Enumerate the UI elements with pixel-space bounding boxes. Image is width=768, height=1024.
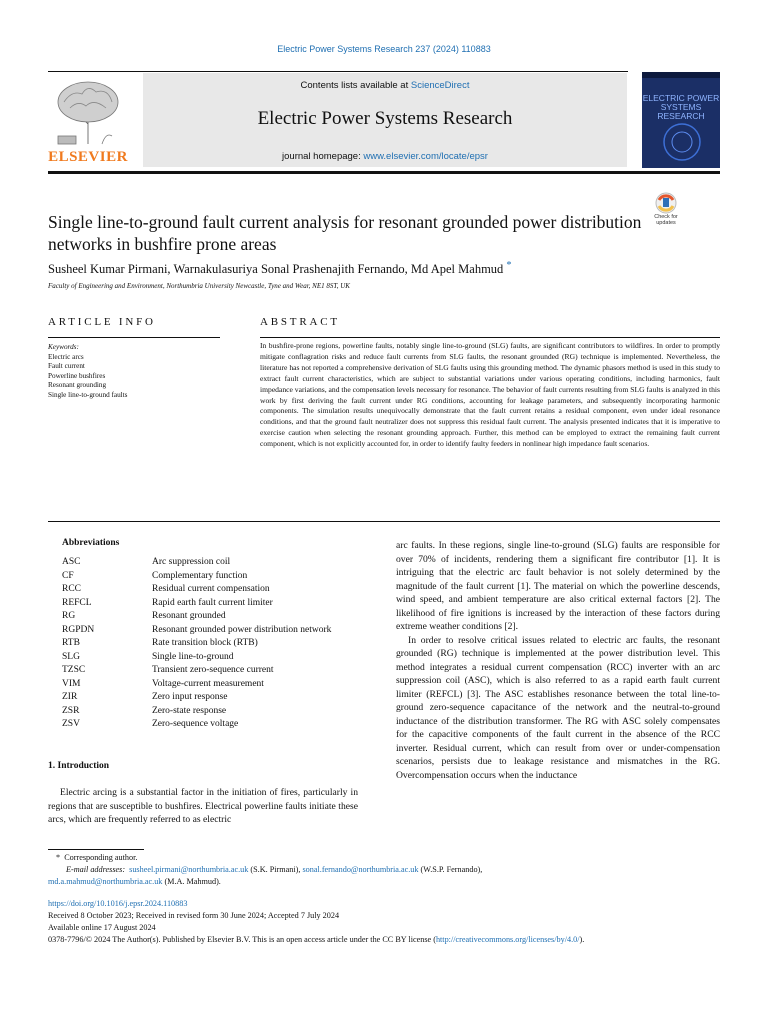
abbreviation-code: ZSV xyxy=(62,719,80,729)
article-info-heading: ARTICLE INFO xyxy=(48,316,156,328)
abbreviations-heading: Abbreviations xyxy=(62,538,120,548)
footnote-star: * xyxy=(56,853,61,862)
introduction-heading: 1. Introduction xyxy=(48,761,110,771)
license-link[interactable]: http://creativecommons.org/licenses/by/4.0/ xyxy=(435,935,580,944)
license-text: 0378-7796/© 2024 The Author(s). Published by Elsevier B.V. This is an open access article under the CC BY license ( xyxy=(48,935,436,944)
paper-title: Single line-to-ground fault current analysis for resonant grounded power distribution networks in bushfire prone areas xyxy=(48,212,642,254)
abbreviation-row xyxy=(62,678,362,692)
cover-title: ELECTRIC POWER SYSTEMS RESEARCH xyxy=(642,93,720,121)
check-updates-icon xyxy=(646,192,686,214)
abbreviation-code: RGPDN xyxy=(62,624,95,635)
masthead-bottom-rule xyxy=(48,171,720,174)
abbreviation-code: RCC xyxy=(62,584,82,594)
body-paragraph: In order to resolve critical issues related to electric arc faults, the resonant grounded (RG) technique is implemented at the power distribution level. This method integrates a residual current compensation (RCC) inverter with an arc suppression coil (ASC), which is also referred to as a rapid earth fault current limiter (REFCL) [3]. The ASC establishes resonance between the total line-to-ground zero-sequence capacitance of the network and the neutral-to-ground inductance of the distribution transformer. The RG with ASC solely compensates for the capacitive components of the fault current in the absence of the RCC inverter. Residual current, which can result from over or under-compensation scenarios, persists due to leakage resistance and mismatches in the RG. Overcompensation occurs when the inductance xyxy=(396,634,720,781)
abbreviation-row xyxy=(62,691,362,705)
abbreviation-code: ASC xyxy=(62,557,81,567)
abstract-rule xyxy=(260,337,720,338)
abbreviation-row xyxy=(62,610,362,624)
abbreviation-row xyxy=(62,718,362,732)
email-line xyxy=(48,876,728,888)
abbreviation-row xyxy=(62,651,362,665)
footnotes xyxy=(48,852,728,888)
email-link-pirmani[interactable]: susheel.pirmani@northumbria.ac.uk xyxy=(129,865,249,874)
corresponding-label: Corresponding author. xyxy=(64,853,138,862)
contents-prefix: Contents lists available at xyxy=(300,80,411,91)
article-info-rule xyxy=(48,337,220,338)
abstract-heading: ABSTRACT xyxy=(260,316,340,328)
email-owner: (M.A. Mahmud). xyxy=(164,877,221,886)
email-link-fernando[interactable]: sonal.fernando@northumbria.ac.uk xyxy=(302,865,419,874)
available-online: Available online 17 August 2024 xyxy=(48,923,156,932)
homepage-prefix: journal homepage: xyxy=(282,151,364,162)
abbreviation-row xyxy=(62,705,362,719)
elsevier-tree-icon xyxy=(48,76,128,146)
abbreviation-desc: Single line-to-ground xyxy=(152,651,234,662)
corresponding-author-mark[interactable]: * xyxy=(506,260,512,271)
abbreviation-desc: Rapid earth fault current limiter xyxy=(152,597,273,608)
abbreviations-list xyxy=(62,556,362,732)
abbreviation-row xyxy=(62,556,362,570)
abbreviation-desc: Zero-sequence voltage xyxy=(152,719,239,729)
affiliation: Faculty of Engineering and Environment, Northumbria University Newcastle, Tyne and Wear, NE1 8ST, UK xyxy=(48,282,350,290)
abbreviation-code: VIM xyxy=(62,678,81,689)
email-label: E-mail addresses: xyxy=(66,865,126,874)
email-link-mahmud[interactable]: md.a.mahmud@northumbria.ac.uk xyxy=(48,877,163,886)
publication-info xyxy=(48,898,738,946)
abbreviation-code: REFCL xyxy=(62,597,92,608)
footnote-rule xyxy=(48,849,144,850)
abbreviation-code: RTB xyxy=(62,638,80,648)
abbreviation-code: ZIR xyxy=(62,692,78,702)
keywords-block xyxy=(48,343,220,401)
keyword-item: Powerline bushfires xyxy=(48,371,106,380)
keyword-item: Single line-to-ground faults xyxy=(48,390,128,399)
email-line xyxy=(48,864,728,876)
elsevier-wordmark: ELSEVIER xyxy=(48,149,128,165)
abbreviation-code: RG xyxy=(62,611,76,621)
abbreviation-desc: Residual current compensation xyxy=(152,584,270,594)
abbreviation-desc: Complementary function xyxy=(152,570,248,581)
keyword-item: Fault current xyxy=(48,362,85,371)
abbreviation-desc: Zero-state response xyxy=(152,705,227,716)
email-owner: (S.K. Pirmani), xyxy=(250,865,301,874)
abbreviation-row xyxy=(62,624,362,638)
keywords-label: Keywords: xyxy=(48,343,79,351)
abbreviation-desc: Voltage-current measurement xyxy=(152,678,264,689)
contents-line xyxy=(143,80,627,91)
email-owner: (W.S.P. Fernando), xyxy=(420,865,483,874)
license-suffix: ). xyxy=(579,935,585,944)
body-paragraph: arc faults. In these regions, single line-to-ground (SLG) faults are responsible for over 70% of incidents, rendering them a significant fire contributor [1]. It is intriguing that the electric arc fault behavior is not solely determined by the magnitude of the fault current [1]. The material on which the powerline descends, wind speed, and ambient temperature are also critical external factors [2]. The likelihood of fire ignitions is increased by the interaction of these factors during extreme weather conditions [2]. xyxy=(396,540,720,632)
homepage-link[interactable]: www.elsevier.com/locate/epsr xyxy=(363,151,488,162)
right-column xyxy=(396,539,720,782)
abbreviation-desc: Transient zero-sequence current xyxy=(152,665,274,675)
abstract-text: In bushfire-prone regions, powerline faults, notably single line-to-ground (SLG) faults, are significant contributors to wildfires. In order to promptly mitigate conflagration risks and reduce fault currents from SLG faults, the resonant grounded (RG) technique is implemented. Nevertheless, the literature has not reported a comprehensive derivation of SLG faults using this grounding method. The dynamic phasors method is used in this study to extract fault current characteristics, which are subject to substantial variations under various operating conditions, including harmonics, fault impedance variations, and the compensation levels necessary for resonance. The behavior of fault currents resulting from SLG faults is analyzed in this work by first deriving the fault current under RG conditions, accounting for leakage parameters, and subsequently incorporating harmonic components. The simulation results unequivocally demonstrate that the fault current retains a residual component, even under ideal resonance conditions, and that the ground fault neutralizer does not suppress this residual fault current. The analysis presented indicates that it is imperative to exercise caution when selecting the resonant grounding approach. Further, this method can be employed to extract the remaining fault current component, which is not explicitly accounted for, in order to identify faulty feeders in nonlinear high impedance fault scenarios. xyxy=(260,341,720,449)
abbreviation-code: CF xyxy=(62,570,74,581)
keyword-item: Electric arcs xyxy=(48,352,84,361)
abbreviation-code: SLG xyxy=(62,651,80,662)
elsevier-logo xyxy=(48,76,128,166)
license-line xyxy=(48,934,738,946)
masthead-top-rule xyxy=(48,71,628,72)
homepage-line xyxy=(143,151,627,162)
abbreviation-code: TZSC xyxy=(62,665,86,675)
introduction-paragraph: Electric arcing is a substantial factor in the initiation of fires, particularly in regions that are susceptible to bushfires. Electrical powerline faults initiate these arcs, which are frequently referred to as electric xyxy=(48,787,358,825)
abbreviation-row xyxy=(62,664,362,678)
journal-citation[interactable]: Electric Power Systems Research 237 (2024) 110883 xyxy=(277,44,491,54)
abbreviation-desc: Resonant grounded power distribution network xyxy=(152,624,332,635)
authors-text: Susheel Kumar Pirmani, Warnakulasuriya Sonal Prashenajith Fernando, Md Apel Mahmud xyxy=(48,262,504,277)
abbreviation-row xyxy=(62,637,362,651)
abbreviation-row xyxy=(62,570,362,584)
doi-link[interactable]: https://doi.org/10.1016/j.epsr.2024.110883 xyxy=(48,899,188,908)
author-list xyxy=(48,260,728,277)
abbreviation-desc: Resonant grounded xyxy=(152,611,226,621)
abstract-bottom-rule xyxy=(48,521,720,522)
abbreviation-desc: Arc suppression coil xyxy=(152,557,231,567)
check-updates-label: Check for updates xyxy=(654,214,678,226)
abbreviation-desc: Zero input response xyxy=(152,692,228,702)
check-for-updates-badge[interactable] xyxy=(646,192,686,228)
abbreviation-desc: Rate transition block (RTB) xyxy=(152,638,258,648)
sciencedirect-link[interactable]: ScienceDirect xyxy=(410,80,470,91)
keyword-item: Resonant grounding xyxy=(48,381,107,390)
corresponding-footnote xyxy=(48,852,728,864)
journal-cover[interactable] xyxy=(642,72,720,168)
received-dates: Received 8 October 2023; Received in revised form 30 June 2024; Accepted 7 July 2024 xyxy=(48,911,340,920)
journal-title: Electric Power Systems Research xyxy=(257,108,513,129)
abbreviation-row xyxy=(62,597,362,611)
abbreviation-row xyxy=(62,583,362,597)
abbreviation-code: ZSR xyxy=(62,705,80,716)
